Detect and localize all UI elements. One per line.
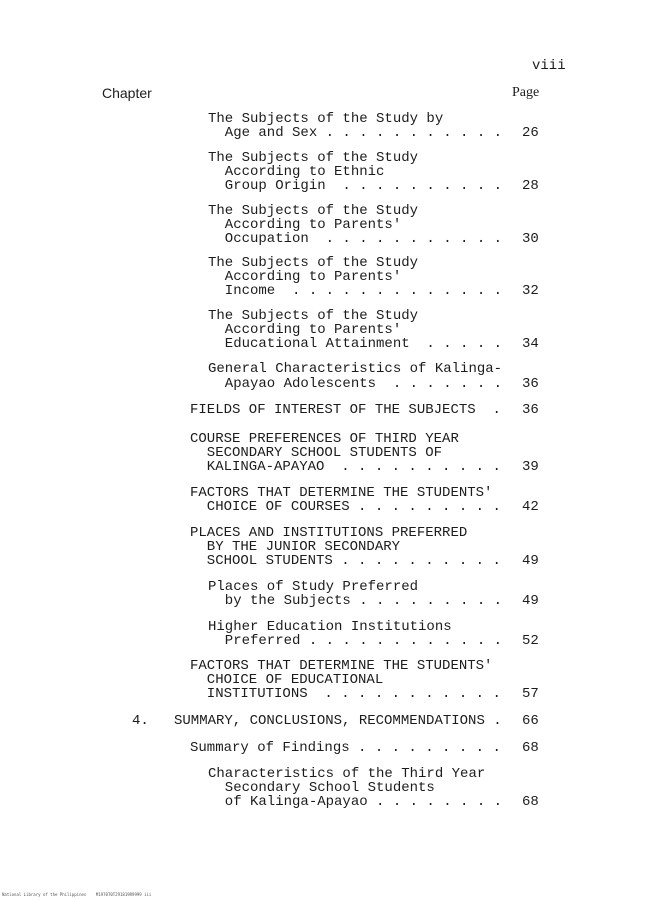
toc-entry-line: Secondary School Students <box>208 780 435 796</box>
page-column-label: Page <box>512 85 540 100</box>
toc-entry-line: COURSE PREFERENCES OF THIRD YEAR <box>190 431 459 447</box>
toc-entry-page: 49 <box>522 593 539 609</box>
toc-entry-line: CHOICE OF EDUCATIONAL <box>190 672 384 688</box>
chapter-column-label: Chapter <box>102 85 152 101</box>
toc-entry-page: 36 <box>522 376 539 392</box>
toc-entry-page: 57 <box>522 686 539 702</box>
toc-entry-page: 28 <box>522 178 539 194</box>
toc-entry-line: According to Parents' <box>208 217 402 233</box>
toc-entry-line: General Characteristics of Kalinga- <box>208 361 503 377</box>
toc-entry-line: Occupation . . . . . . . . . . . <box>208 231 503 247</box>
toc-entry-line: INSTITUTIONS . . . . . . . . . . . <box>190 686 501 702</box>
page-number-roman: viii <box>532 58 566 74</box>
toc-entry-line: Income . . . . . . . . . . . . . <box>208 283 503 299</box>
toc-entry-line: FACTORS THAT DETERMINE THE STUDENTS' <box>190 485 493 501</box>
toc-entry-line: Places of Study Preferred <box>208 579 419 595</box>
toc-entry-page: 66 <box>522 713 539 729</box>
toc-entry-page: 39 <box>522 459 539 475</box>
toc-entry-line: PLACES AND INSTITUTIONS PREFERRED <box>190 525 468 541</box>
toc-entry-line: Summary of Findings . . . . . . . . . <box>190 740 501 756</box>
toc-entry-page: 30 <box>522 231 539 247</box>
toc-entry-line: Higher Education Institutions <box>208 619 452 635</box>
toc-entry-line: The Subjects of the Study <box>208 308 419 324</box>
toc-entry-line: BY THE JUNIOR SECONDARY <box>190 539 401 555</box>
toc-entry-line: Group Origin . . . . . . . . . . <box>208 178 503 194</box>
toc-entry-line: According to Parents' <box>208 322 402 338</box>
toc-entry-line: FIELDS OF INTEREST OF THE SUBJECTS . <box>190 402 501 418</box>
toc-entry-line: According to Ethnic <box>208 164 385 180</box>
toc-entry-page: 49 <box>522 553 539 569</box>
toc-entry-line: SUMMARY, CONCLUSIONS, RECOMMENDATIONS . <box>174 713 502 729</box>
toc-entry-line: SECONDARY SCHOOL STUDENTS OF <box>190 445 443 461</box>
toc-entry-line: SCHOOL STUDENTS . . . . . . . . . . <box>190 553 501 569</box>
toc-entry-line: The Subjects of the Study <box>208 203 419 219</box>
toc-entry-line: The Subjects of the Study <box>208 255 419 271</box>
toc-entry-page: 26 <box>522 125 539 141</box>
chapter-number: 4. <box>132 713 149 729</box>
toc-entry-line: The Subjects of the Study by <box>208 111 444 127</box>
scan-footer: National Library of the Philippines M1970T0T291819R9999 iii <box>2 892 152 897</box>
toc-entry-page: 36 <box>522 402 539 418</box>
toc-entry-page: 52 <box>522 633 539 649</box>
toc-entry-line: Apayao Adolescents . . . . . . . <box>208 376 503 392</box>
toc-entry-line: of Kalinga-Apayao . . . . . . . . <box>208 794 503 810</box>
toc-entry-line: Preferred . . . . . . . . . . . . <box>208 633 503 649</box>
toc-entry-line: FACTORS THAT DETERMINE THE STUDENTS' <box>190 658 493 674</box>
toc-entry-line: The Subjects of the Study <box>208 150 419 166</box>
toc-entry-line: CHOICE OF COURSES . . . . . . . . . <box>190 499 501 515</box>
toc-entry-line: According to Parents' <box>208 269 402 285</box>
toc-entry-line: Age and Sex . . . . . . . . . . . <box>208 125 503 141</box>
toc-entry-page: 68 <box>522 740 539 756</box>
toc-entry-page: 34 <box>522 336 539 352</box>
toc-entry-page: 68 <box>522 794 539 810</box>
toc-entry-page: 42 <box>522 499 539 515</box>
toc-entry-line: KALINGA-APAYAO . . . . . . . . . . <box>190 459 501 475</box>
toc-entry-page: 32 <box>522 283 539 299</box>
toc-entry-line: Characteristics of the Third Year <box>208 766 486 782</box>
toc-entry-line: by the Subjects . . . . . . . . . <box>208 593 503 609</box>
toc-entry-line: Educational Attainment . . . . . <box>208 336 503 352</box>
